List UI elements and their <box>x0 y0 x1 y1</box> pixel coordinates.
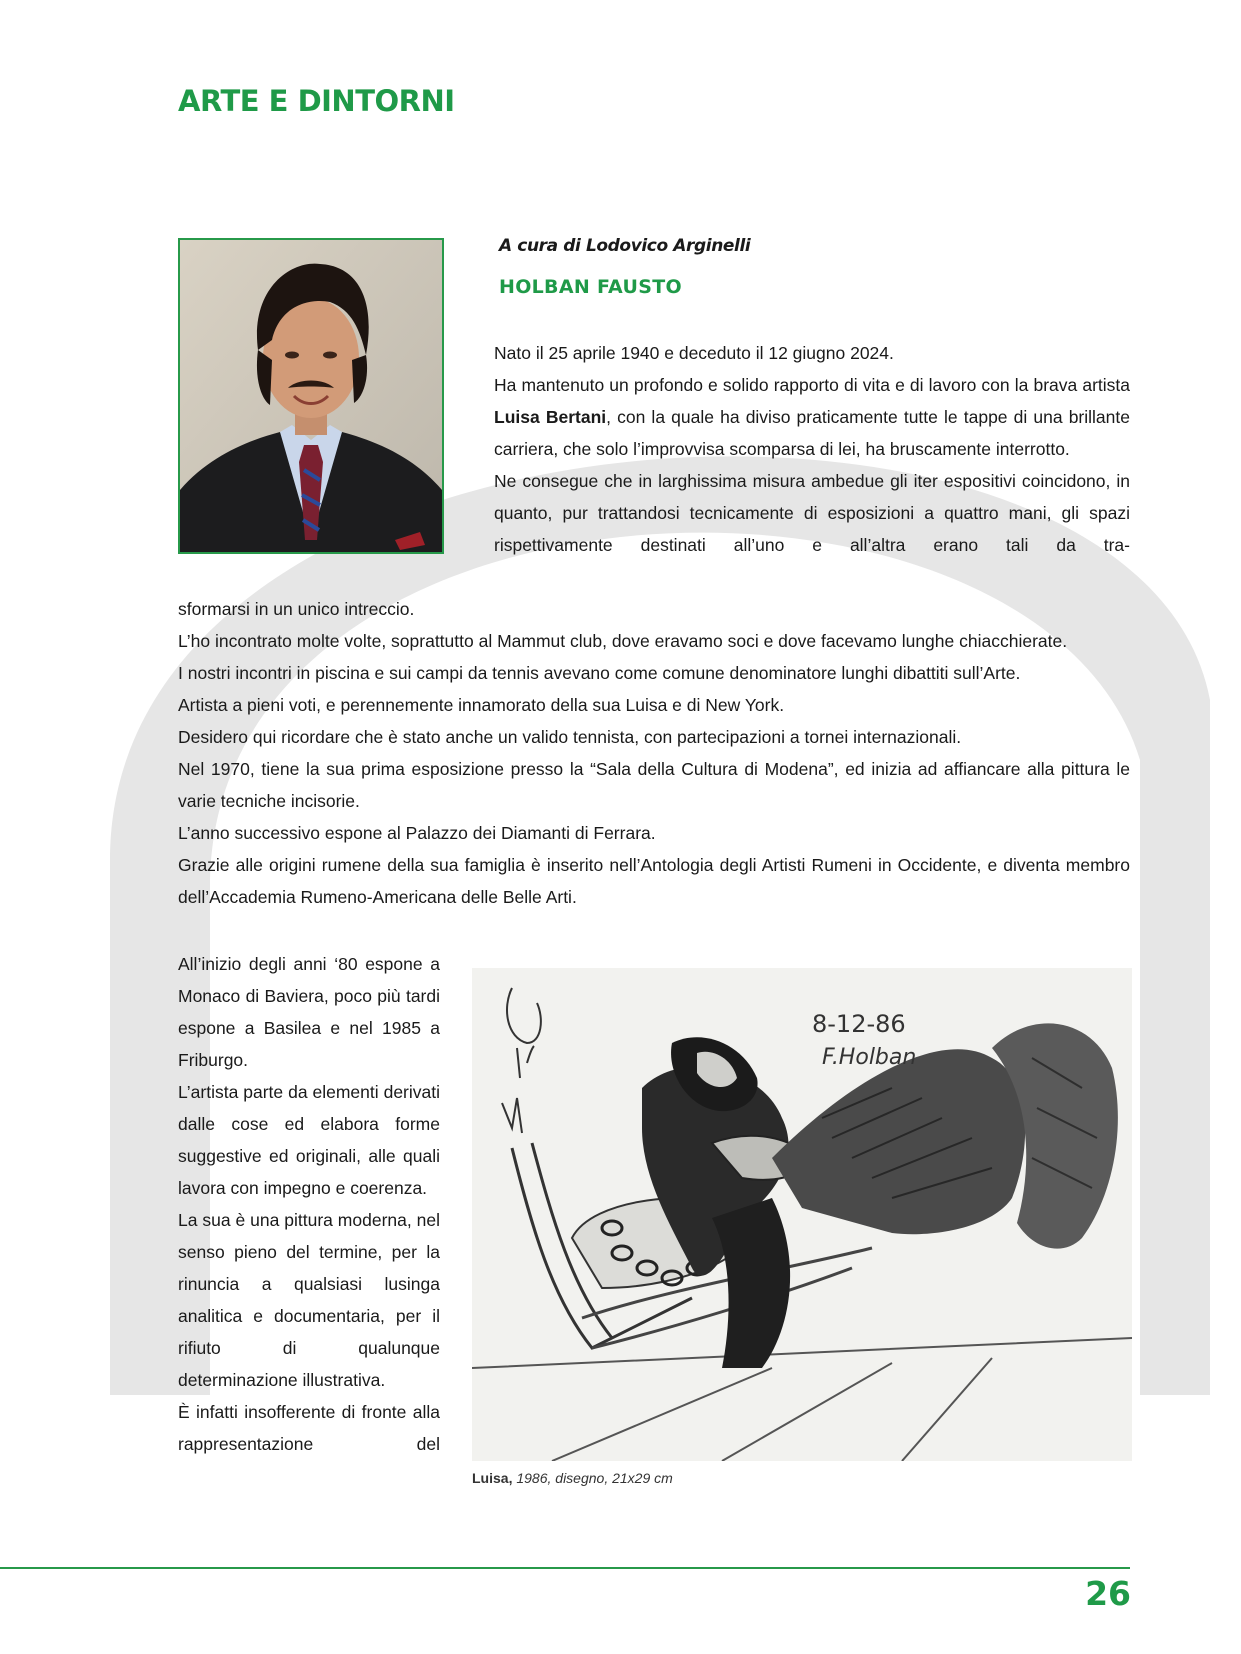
main-text-block <box>178 593 1130 913</box>
page-number: 26 <box>1085 1574 1131 1613</box>
section-title: ARTE E DINTORNI <box>178 84 455 118</box>
paragraph: Desidero qui ricordare che è stato anche un valido tennista, con partecipazioni a tornei internazionali. <box>178 727 962 747</box>
paragraph: Artista a pieni voti, e perennemente innamorato della sua Luisa e di New York. <box>178 695 785 715</box>
artwork-drawing <box>472 968 1132 1461</box>
caption-title: Luisa, <box>472 1470 513 1486</box>
portrait-photo <box>178 238 444 554</box>
paragraph: L’artista parte da elementi derivati dalle cose ed elabora forme suggestive ed originali, alle quali lavora con impegno e coerenza. <box>178 1082 440 1198</box>
paragraph: Nel 1970, tiene la sua prima esposizione presso la “Sala della Cultura di Modena”, ed inizia ad affiancare alla pittura le varie tecniche incisorie. <box>178 759 1130 811</box>
side-text-block <box>178 948 440 1460</box>
paragraph: Ha mantenuto un profondo e solido rapporto di vita e di lavoro con la brava artista Luisa Bertani, con la quale ha diviso praticamente tutte le tappe di una brillante carriera, che solo l’improvvisa scomparsa di lei, ha bruscamente interrotto. <box>494 375 1130 459</box>
paragraph: La sua è una pittura moderna, nel senso pieno del termine, per la rinuncia a qualsiasi lusinga analitica e documentaria, per il rifiuto di qualunque determinazione illustrativa. <box>178 1210 440 1390</box>
bold-name: Luisa Bertani <box>494 407 607 427</box>
paragraph: L’anno successivo espone al Palazzo dei Diamanti di Ferrara. <box>178 823 656 843</box>
paragraph: All’inizio degli anni ‘80 espone a Monaco di Baviera, poco più tardi espone a Basilea e nel 1985 a Friburgo. <box>178 954 440 1070</box>
paragraph: Ne consegue che in larghissima misura ambedue gli iter espositivi coincidono, in quanto, pur trattandosi tecnicamente di esposizioni a quattro mani, gli spazi rispettivamente destinati all’uno e all’altra erano tali da tra- <box>494 471 1130 555</box>
footer-rule <box>0 1567 1130 1569</box>
drawing-signature: F.Holban <box>822 1045 917 1070</box>
paragraph: L’ho incontrato molte volte, soprattutto al Mammut club, dove eravamo soci e dove facevamo lunghe chiacchierate. <box>178 631 1068 651</box>
lead-text-block <box>494 337 1130 561</box>
paragraph: sformarsi in un unico intreccio. <box>178 599 415 619</box>
figure-caption <box>472 1470 673 1486</box>
paragraph: Grazie alle origini rumene della sua famiglia è inserito nell’Antologia degli Artisti Rumeni in Occidente, e diventa membro dell’Accademia Rumeno-Americana delle Belle Arti. <box>178 855 1130 907</box>
drawing-date: 8-12-86 <box>812 1010 906 1038</box>
caption-details: 1986, disegno, 21x29 cm <box>512 1470 673 1486</box>
artist-name: HOLBAN FAUSTO <box>499 276 682 298</box>
article-byline: A cura di Lodovico Arginelli <box>499 236 751 256</box>
paragraph: Nato il 25 aprile 1940 e deceduto il 12 giugno 2024. <box>494 343 894 363</box>
paragraph: È infatti insofferente di fronte alla rappresentazione del <box>178 1402 440 1454</box>
paragraph: I nostri incontri in piscina e sui campi da tennis avevano come comune denominatore lunghi dibattiti sull’Arte. <box>178 663 1021 683</box>
